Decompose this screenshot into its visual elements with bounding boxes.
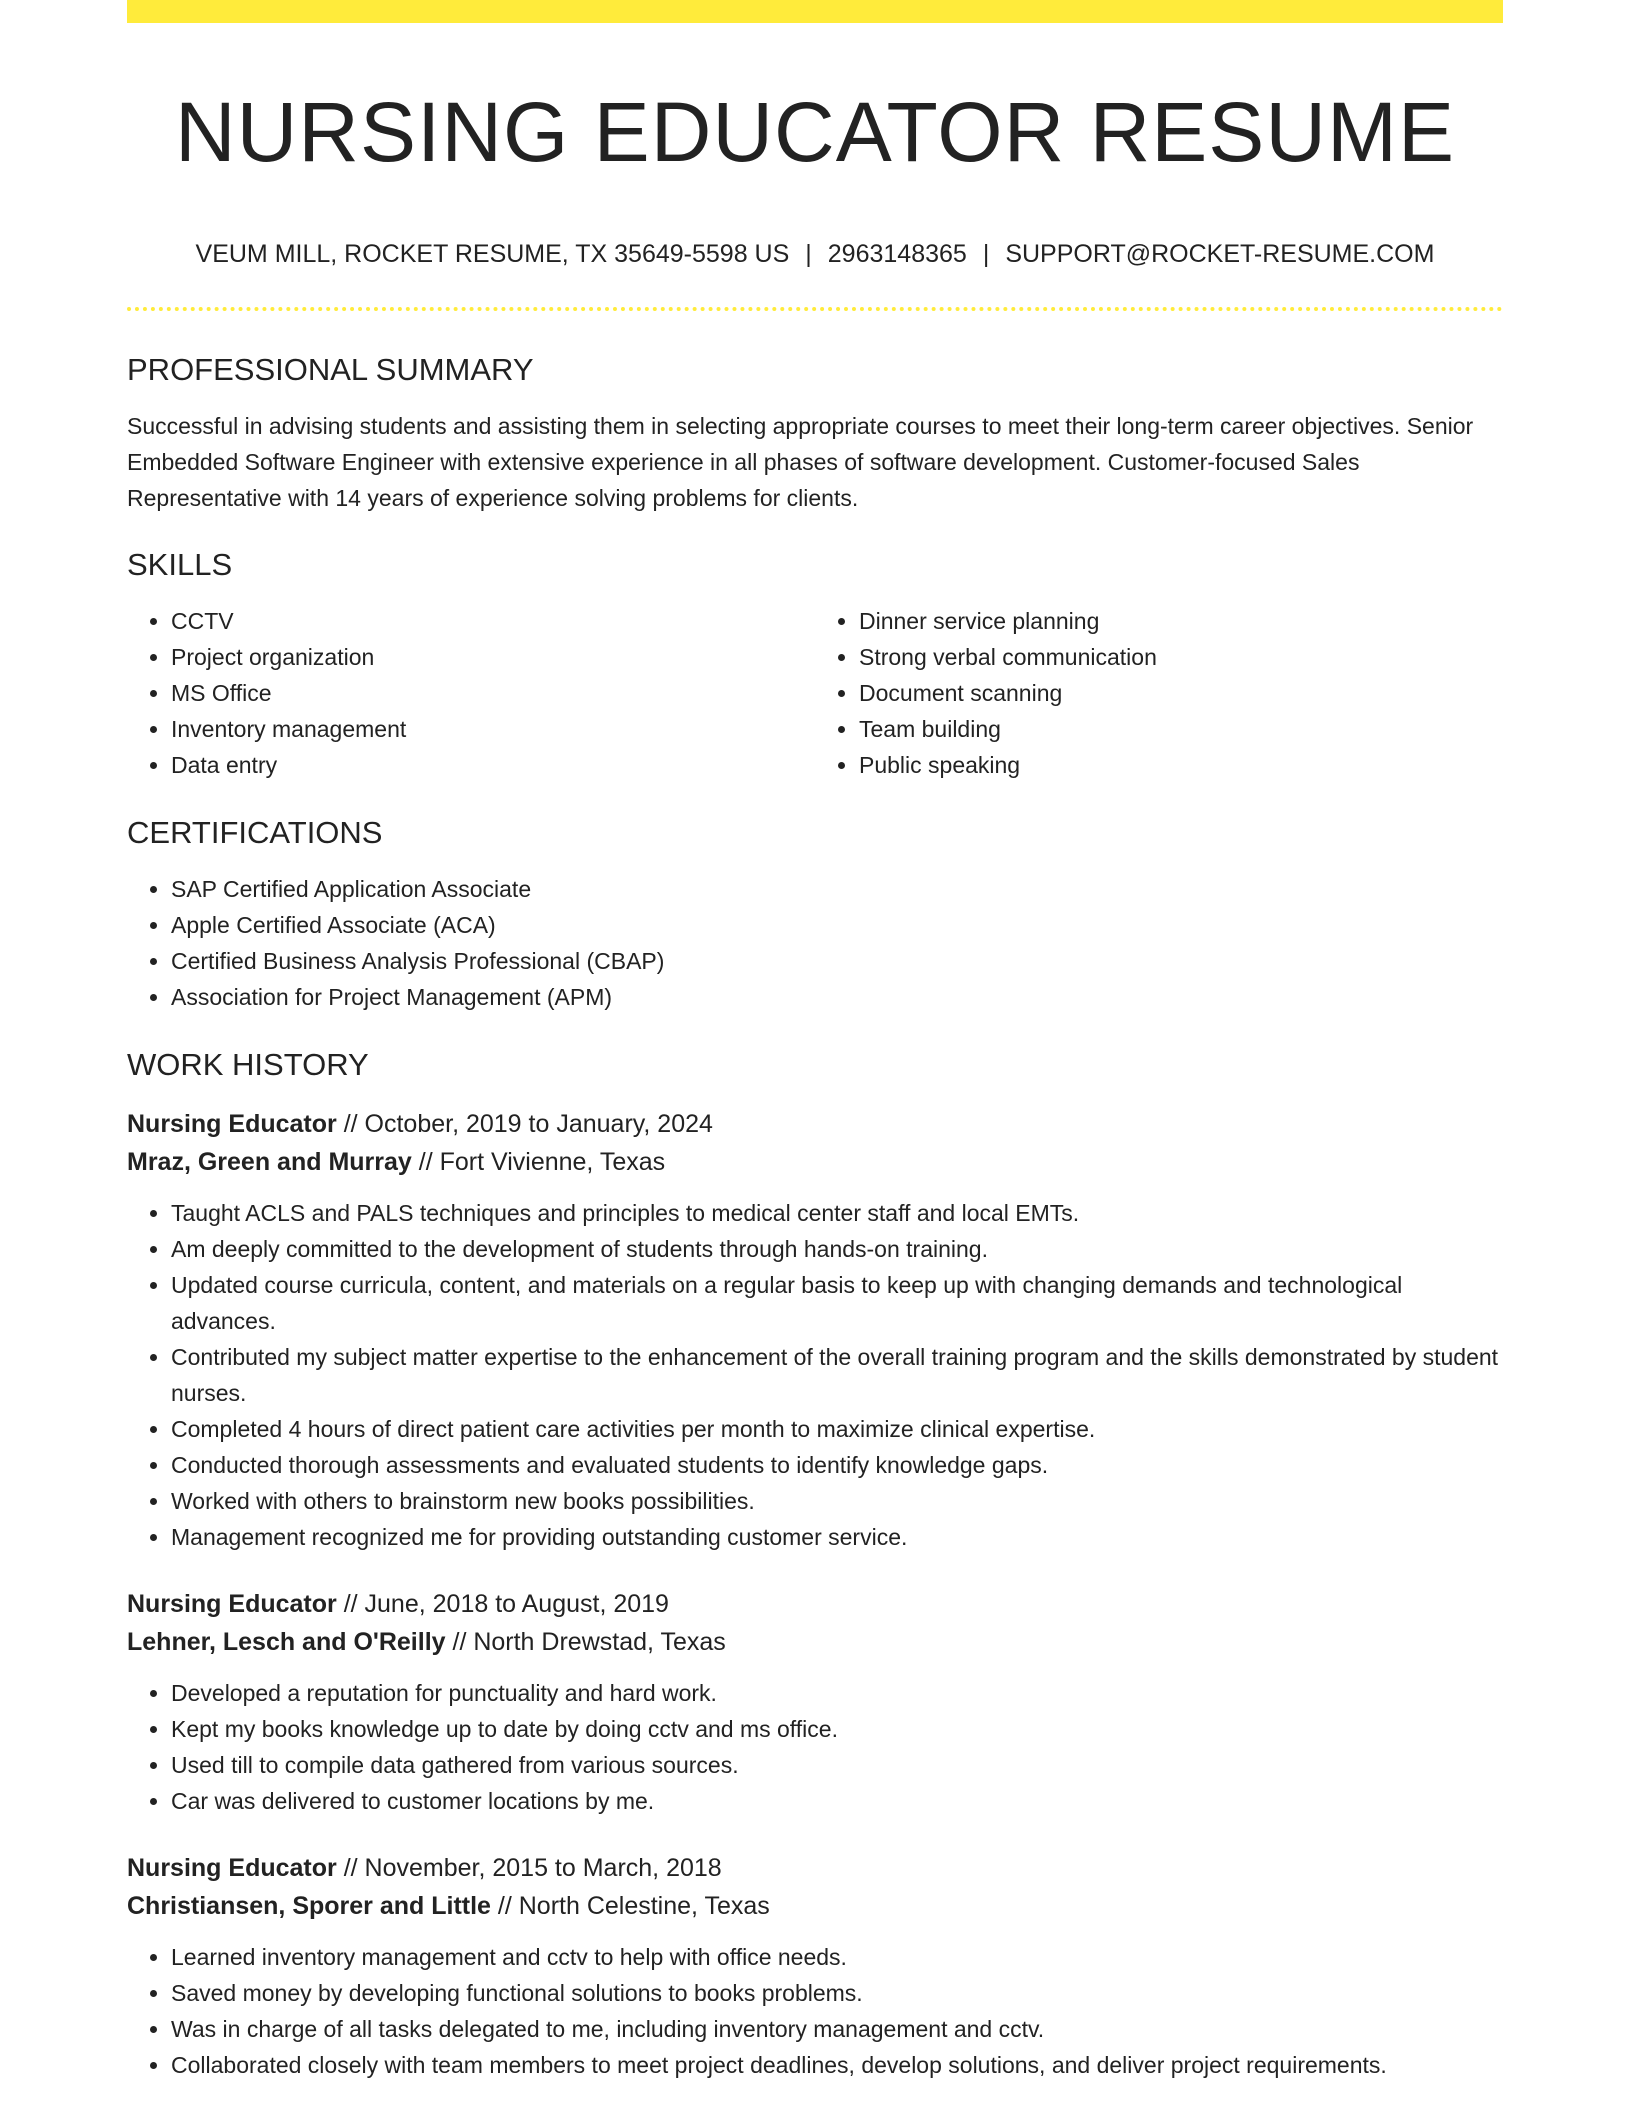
job-company: Christiansen, Sporer and Little xyxy=(127,1892,491,1920)
job-bullet: • Used till to compile data gathered from various sources. xyxy=(171,1747,1503,1783)
skill-item: • MS Office xyxy=(171,675,815,711)
contact-email: SUPPORT@ROCKET-RESUME.COM xyxy=(1005,240,1435,268)
job-bullets xyxy=(127,1195,1503,1555)
skill-item: • CCTV xyxy=(171,603,815,639)
contact-separator: | xyxy=(982,240,990,268)
job-bullet: • Saved money by developing functional solutions to books problems. xyxy=(171,1975,1503,2011)
job-bullets xyxy=(127,1939,1503,2083)
job-bullet: • Was in charge of all tasks delegated to me, including inventory management and cctv. xyxy=(171,2011,1503,2047)
job-title: Nursing Educator xyxy=(127,1110,337,1138)
job-bullet: • Learned inventory management and cctv to help with office needs. xyxy=(171,1939,1503,1975)
contact-address: VEUM MILL, ROCKET RESUME, TX 35649-5598 US xyxy=(195,240,790,268)
top-accent-bar xyxy=(127,0,1503,23)
job-location: // Fort Vivienne, Texas xyxy=(411,1148,666,1176)
contact-phone: 2963148365 xyxy=(827,240,967,268)
skill-item: • Team building xyxy=(859,711,1503,747)
job-entry xyxy=(127,1105,1503,1555)
job-bullet: • Contributed my subject matter expertise to the enhancement of the overall training program and the skills demonstrated by student nurses. xyxy=(171,1339,1503,1411)
job-bullet: • Management recognized me for providing outstanding customer service. xyxy=(171,1519,1503,1555)
job-title: Nursing Educator xyxy=(127,1590,337,1618)
certifications-list xyxy=(127,871,1503,1015)
skills-section xyxy=(127,545,1503,783)
job-title-line xyxy=(127,1585,1503,1623)
work-history-section xyxy=(127,1045,1503,2083)
job-dates: // June, 2018 to August, 2019 xyxy=(336,1590,669,1618)
summary-heading: PROFESSIONAL SUMMARY xyxy=(127,352,534,387)
job-bullet: • Am deeply committed to the development of students through hands-on training. xyxy=(171,1231,1503,1267)
contact-separator: | xyxy=(805,240,812,268)
job-bullets xyxy=(127,1675,1503,1819)
job-bullet: • Updated course curricula, content, and materials on a regular basis to keep up with changing demands and technological advances. xyxy=(171,1267,1503,1339)
job-title-line xyxy=(127,1105,1503,1143)
job-bullet: • Conducted thorough assessments and evaluated students to identify knowledge gaps. xyxy=(171,1447,1503,1483)
summary-text: Successful in advising students and assisting them in selecting appropriate courses to meet their long-term career objectives. Senior Embedded Software Engineer with extensive experience in all phases of software development. Customer-focused Sales Representative with 14 years of experience solving problems for clients. xyxy=(127,413,1474,511)
job-entry xyxy=(127,1849,1503,2083)
certification-item: • Association for Project Management (APM) xyxy=(171,979,1503,1015)
skill-item: • Public speaking xyxy=(859,747,1503,783)
job-dates: // November, 2015 to March, 2018 xyxy=(336,1854,722,1882)
skill-item: • Strong verbal communication xyxy=(859,639,1503,675)
certifications-heading: CERTIFICATIONS xyxy=(127,815,383,850)
job-bullet: • Taught ACLS and PALS techniques and principles to medical center staff and local EMTs. xyxy=(171,1195,1503,1231)
job-dates: // October, 2019 to January, 2024 xyxy=(336,1110,713,1138)
job-bullet: • Completed 4 hours of direct patient care activities per month to maximize clinical expertise. xyxy=(171,1411,1503,1447)
job-bullet: • Kept my books knowledge up to date by doing cctv and ms office. xyxy=(171,1711,1503,1747)
job-company: Mraz, Green and Murray xyxy=(127,1148,412,1176)
job-bullet: • Developed a reputation for punctuality and hard work. xyxy=(171,1675,1503,1711)
work-history-heading: WORK HISTORY xyxy=(127,1047,369,1082)
job-title: Nursing Educator xyxy=(127,1854,337,1882)
job-location: // North Celestine, Texas xyxy=(490,1892,770,1920)
certification-item: • Apple Certified Associate (ACA) xyxy=(171,907,1503,943)
job-entry xyxy=(127,1585,1503,1819)
job-location: // North Drewstad, Texas xyxy=(445,1628,726,1656)
skills-list-right xyxy=(815,603,1503,783)
job-title-line xyxy=(127,1849,1503,1887)
page-title: NURSING EDUCATOR RESUME xyxy=(174,85,1455,179)
skills-list-left xyxy=(127,603,815,783)
resume-content xyxy=(127,350,1503,2083)
job-company: Lehner, Lesch and O'Reilly xyxy=(127,1628,446,1656)
job-company-line xyxy=(127,1143,1503,1181)
dotted-divider xyxy=(127,307,1503,311)
skill-item: • Project organization xyxy=(171,639,815,675)
skills-columns xyxy=(127,603,1503,783)
job-company-line xyxy=(127,1887,1503,1925)
contact-line xyxy=(127,236,1503,272)
skill-item: • Inventory management xyxy=(171,711,815,747)
job-company-line xyxy=(127,1623,1503,1661)
skills-heading: SKILLS xyxy=(127,547,233,582)
skill-item: • Data entry xyxy=(171,747,815,783)
skill-item: • Dinner service planning xyxy=(859,603,1503,639)
job-bullet: • Car was delivered to customer locations by me. xyxy=(171,1783,1503,1819)
skill-item: • Document scanning xyxy=(859,675,1503,711)
job-bullet: • Collaborated closely with team members to meet project deadlines, develop solutions, and deliver project requirements. xyxy=(171,2047,1503,2083)
certification-item: • SAP Certified Application Associate xyxy=(171,871,1503,907)
certifications-section xyxy=(127,813,1503,1015)
certification-item: • Certified Business Analysis Professional (CBAP) xyxy=(171,943,1503,979)
job-bullet: • Worked with others to brainstorm new books possibilities. xyxy=(171,1483,1503,1519)
summary-section xyxy=(127,350,1503,516)
